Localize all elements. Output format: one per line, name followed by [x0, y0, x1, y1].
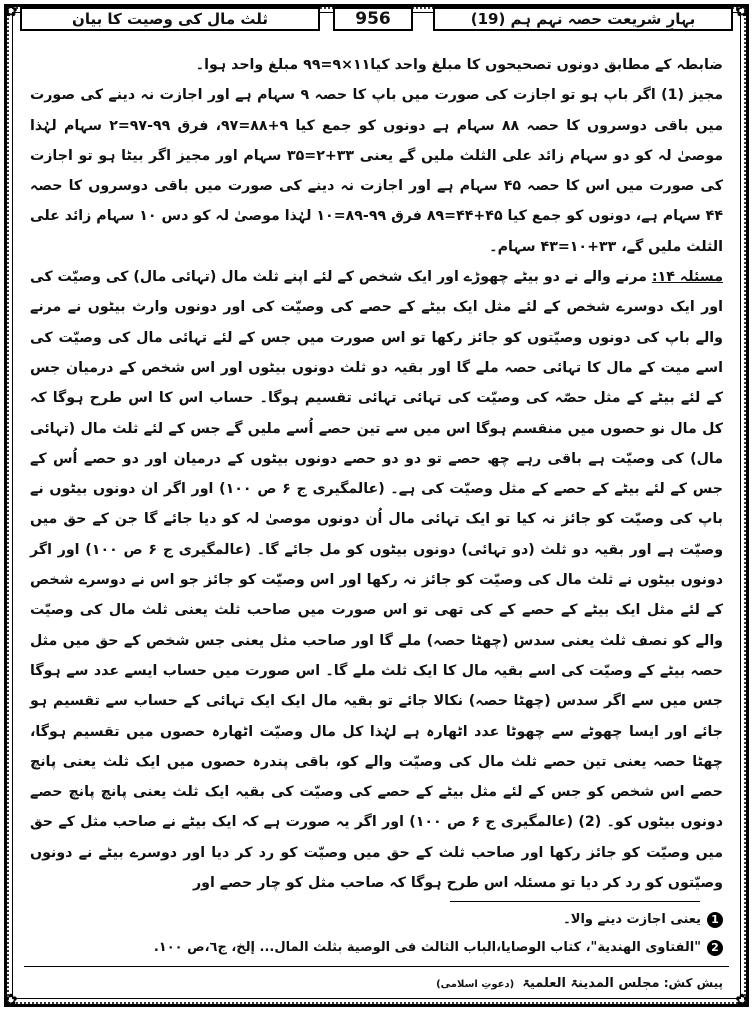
corner-ornament-icon: ✿: [4, 1, 18, 20]
footer-divider: [24, 966, 729, 967]
footnote-text: یعنی اجازت دینے والا۔: [563, 912, 701, 927]
footnote-divider: [450, 901, 700, 902]
footnote-number: 1: [707, 912, 723, 928]
paragraph: ضابطہ کے مطابق دونوں تصحیحوں کا مبلغ واحد کیا۱۱×۹=۹۹ مبلغ واحد ہوا۔: [195, 57, 723, 73]
page-footer: [30, 972, 723, 994]
page-header: [20, 5, 733, 35]
book-title: بہارِ شریعت حصہ نہم ہم (19): [433, 7, 733, 31]
footnotes: [30, 906, 723, 962]
footer-publisher-sub: (دعوتِ اسلامی): [436, 979, 515, 990]
page-number: 956: [333, 7, 413, 31]
footnote: [30, 934, 723, 962]
paragraph: مجیز (1) اگر باپ ہو تو اجازت کی صورت میں باپ کا حصہ ۹ سہام ہے اور اجازت نہ دینے کی صورت میں باقی دوسروں کا حصہ ۸۸ سہام ہے دونوں کو جمع کیا ۹+۸۸=۹۷، فرق ۹۹-۹۷=۲ سہام لہٰذا موصیٰ لہ کو دو سہام زائد علی الثلث ملیں گے یعنی ۳۳+۲=۳۵ سہام اور مجیز اگر بیٹا ہو تو اجازت کی صورت میں اس کا حصہ ۴۵ سہام ہے اور اجازت نہ دینے کی صورت میں باقی دوسروں کا حصہ ۴۴ سہام ہے، دونوں کو جمع کیا ۴۵+۴۴=۸۹ فرق ۹۹-۸۹=۱۰ لہٰذا موصیٰ لہ کو دس ۱۰ سہام زائد علی الثلث ملیں گے، ۳۳+۱۰=۴۳ سہام۔: [30, 87, 723, 255]
footnote-text: "الفتاوی الهندیة"، کتاب الوصایا،الباب الثالث فی الوصیة بثلث المال... إلخ، ج٦،ص ١٠٠.: [153, 940, 701, 955]
footnote-number: 2: [707, 940, 723, 956]
paragraph: [30, 262, 723, 898]
paragraph-text: مرنے والے نے دو بیٹے چھوڑے اور ایک شخص کے لئے اپنے ثلث مال (تہائی مال) کی وصیّت کی اور ایک دوسرے شخص کے لئے مثل ایک بیٹے کے حصے کی وصیّت کی اور دونوں وارث بیٹوں نے مرنے والے باپ کی دونوں وصیّتوں کو جائز رکھا تو اس صورت میں جس کے لئے تہائی مال کی وصیّت کی اسے میت کے مال کا تہائی حصہ ملے گا اور بقیہ دو ثلث دونوں بیٹوں اور اس شخص کے درمیان جس کے لئے بیٹے کے مثل حصّہ کی وصیّت کی تہائی تہائی تقسیم ہوگا۔ حساب اس کا اس طرح ہوگا کہ کل مال نو حصوں میں منقسم ہوگا اس میں سے تین حصے اُسے ملیں گے جس کے لئے ثلث مال (تہائی مال) کی وصیّت ہے باقی رہے چھ حصے تو دو دو حصے دونوں بیٹوں کے درمیان اور دو حصے اُس کے جس کے لئے بیٹے کے حصے کے مثل وصیّت کی ہے۔ (عالمگیری ج ۶ ص ۱۰۰) اور اگر ان دونوں بیٹوں نے باپ کی وصیّت کو جائز نہ کیا تو ایک تہائی مال اُن دونوں موصیٰ لہ کو دیا جائے گا جن کے حق میں وصیّت ہے اور بقیہ دو ثلث (دو تہائی) دونوں بیٹوں کو مل جائے گا۔ (عالمگیری ج ۶ ص ۱۰۰) اور اگر دونوں بیٹوں نے ثلث مال کی وصیّت کو جائز نہ رکھا اور اس وصیّت کو جائز جو اس نے دوسرے شخص کے لئے مثل ایک بیٹے کے حصے کے کی تھی تو اس صورت میں صاحب ثلث یعنی ثلث مال کی وصیّت والے کو نصف ثلث یعنی سدس (چھٹا حصہ) ملے گا اور صاحب مثل یعنی جس شخص کے حق میں مثل حصہ بیٹے کے وصیّت کی اسے بقیہ مال کا ایک ثلث ملے گا۔ اس صورت میں حساب ایسے عدد سے ہوگا جس میں سے اگر سدس (چھٹا حصہ) نکالا جائے تو بقیہ مال ایک ایک تہائی کے حساب سے تقسیم ہو جائے اور ایسا چھوٹے سے چھوٹا عدد اٹھارہ ہے لہٰذا کل مال وصیّت اٹھارہ حصوں میں تقسیم ہوگا، چھٹا حصہ یعنی تین حصے ثلث مال کی وصیّت والے کو، باقی پندرہ حصوں میں ایک ثلث یعنی پانچ حصے اس شخص کو جس کے لئے مثل بیٹے کے حصے کی وصیّت کی بقیہ ایک ثلث یعنی پانچ پانچ حصے دونوں بیٹوں کو۔ (2) (عالمگیری ج ۶ ص ۱۰۰) اور اگر یہ صورت ہے کہ ایک بیٹے نے صاحب مثل کے حق میں وصیّت کو جائز رکھا اور صاحب ثلث کے حق میں وصیّت کو رد کر دیا اور دوسرے بیٹے نے دونوں وصیّتوں کو رد کر دیا تو مسئلہ اس طرح ہوگا کہ صاحب مثل کو چار حصے اور: [30, 269, 724, 892]
corner-ornament-icon: ✿: [735, 1, 749, 20]
corner-ornament-icon: ✿: [735, 990, 749, 1009]
footnote: [30, 906, 723, 934]
masala-label: مسئلہ ۱۴:: [651, 269, 723, 286]
corner-ornament-icon: ✿: [4, 990, 18, 1009]
chapter-title: ثلث مال کی وصیت کا بیان: [20, 7, 320, 31]
footer-publisher: مجلس المدینۃ العلمیۃ: [522, 976, 660, 991]
footer-presented-by: پیش کش:: [663, 976, 723, 990]
main-text: [30, 50, 723, 898]
